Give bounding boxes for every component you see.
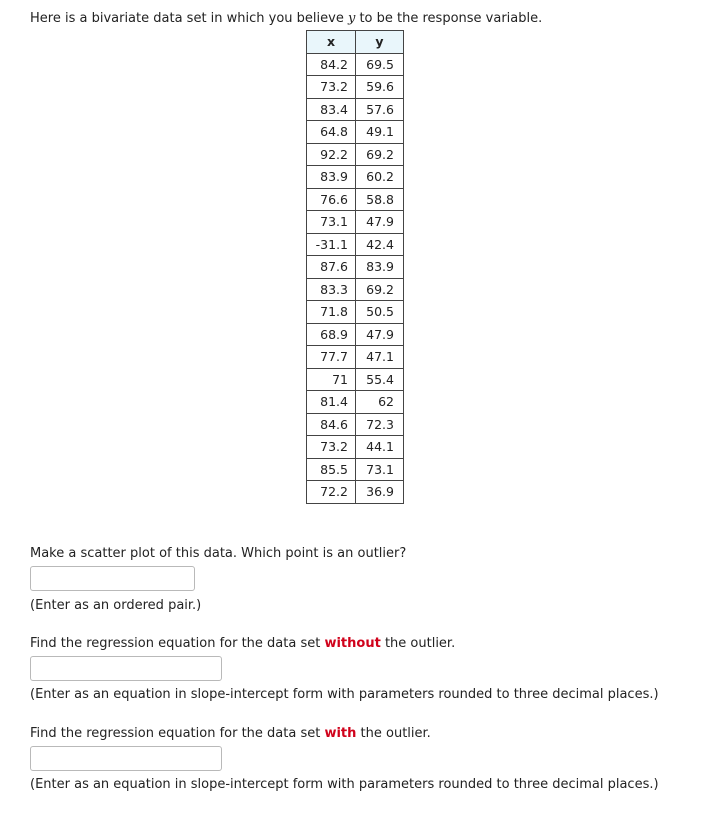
intro-text-before: Here is a bivariate data set in which you believe <box>30 11 348 26</box>
regression-with-hint: (Enter as an equation in slope-intercept form with parameters rounded to three decimal places.) <box>30 777 659 792</box>
table-row <box>307 436 404 459</box>
y-value-cell: 42.4 <box>356 233 404 256</box>
q2-text-before: Find the regression equation for the data set <box>30 636 325 651</box>
y-value-cell: 49.1 <box>356 121 404 144</box>
x-value-cell: 72.2 <box>307 481 356 504</box>
table-row <box>307 188 404 211</box>
table-body <box>307 53 404 503</box>
q2-emphasis: without <box>324 636 381 651</box>
table-row <box>307 76 404 99</box>
x-value-cell: 73.1 <box>307 211 356 234</box>
table-row <box>307 121 404 144</box>
table-row <box>307 481 404 504</box>
y-value-cell: 60.2 <box>356 166 404 189</box>
table-row <box>307 323 404 346</box>
q3-emphasis: with <box>324 726 357 741</box>
table-row <box>307 143 404 166</box>
y-value-cell: 36.9 <box>356 481 404 504</box>
x-value-cell: 81.4 <box>307 391 356 414</box>
table-header-row <box>307 31 404 54</box>
y-value-cell: 57.6 <box>356 98 404 121</box>
y-value-cell: 47.9 <box>356 323 404 346</box>
x-column-header: x <box>307 31 356 54</box>
question-outlier: Make a scatter plot of this data. Which point is an outlier? <box>30 546 407 561</box>
x-value-cell: 77.7 <box>307 346 356 369</box>
y-value-cell: 58.8 <box>356 188 404 211</box>
q3-text-before: Find the regression equation for the data set <box>30 726 325 741</box>
y-value-cell: 83.9 <box>356 256 404 279</box>
y-column-header: y <box>356 31 404 54</box>
x-value-cell: 84.2 <box>307 53 356 76</box>
response-variable: y <box>347 11 356 26</box>
problem-intro <box>30 11 542 26</box>
x-value-cell: 68.9 <box>307 323 356 346</box>
y-value-cell: 44.1 <box>356 436 404 459</box>
table-row <box>307 98 404 121</box>
x-value-cell: 87.6 <box>307 256 356 279</box>
y-value-cell: 59.6 <box>356 76 404 99</box>
x-value-cell: 73.2 <box>307 76 356 99</box>
x-value-cell: 76.6 <box>307 188 356 211</box>
y-value-cell: 69.5 <box>356 53 404 76</box>
question-regression-without <box>30 636 455 651</box>
table-row <box>307 256 404 279</box>
data-table <box>306 30 404 504</box>
y-value-cell: 47.1 <box>356 346 404 369</box>
table-row <box>307 166 404 189</box>
y-value-cell: 69.2 <box>356 278 404 301</box>
table-row <box>307 278 404 301</box>
table-row <box>307 346 404 369</box>
x-value-cell: 83.3 <box>307 278 356 301</box>
x-value-cell: 84.6 <box>307 413 356 436</box>
y-value-cell: 69.2 <box>356 143 404 166</box>
table-row <box>307 458 404 481</box>
y-value-cell: 73.1 <box>356 458 404 481</box>
x-value-cell: -31.1 <box>307 233 356 256</box>
table-row <box>307 368 404 391</box>
outlier-hint: (Enter as an ordered pair.) <box>30 598 202 613</box>
x-value-cell: 73.2 <box>307 436 356 459</box>
table-row <box>307 391 404 414</box>
x-value-cell: 85.5 <box>307 458 356 481</box>
y-value-cell: 62 <box>356 391 404 414</box>
regression-without-hint: (Enter as an equation in slope-intercept form with parameters rounded to three decimal places.) <box>30 687 659 702</box>
x-value-cell: 71 <box>307 368 356 391</box>
regression-without-input[interactable] <box>30 656 222 681</box>
x-value-cell: 83.9 <box>307 166 356 189</box>
table-row <box>307 413 404 436</box>
regression-with-input[interactable] <box>30 746 222 771</box>
intro-text-after: to be the response variable. <box>355 11 543 26</box>
x-value-cell: 71.8 <box>307 301 356 324</box>
y-value-cell: 72.3 <box>356 413 404 436</box>
outlier-answer-input[interactable] <box>30 566 195 591</box>
table-row <box>307 53 404 76</box>
table-row <box>307 301 404 324</box>
y-value-cell: 47.9 <box>356 211 404 234</box>
q2-text-after: the outlier. <box>380 636 456 651</box>
question-regression-with <box>30 726 431 741</box>
table-row <box>307 233 404 256</box>
y-value-cell: 50.5 <box>356 301 404 324</box>
x-value-cell: 83.4 <box>307 98 356 121</box>
x-value-cell: 64.8 <box>307 121 356 144</box>
table-row <box>307 211 404 234</box>
q3-text-after: the outlier. <box>356 726 431 741</box>
y-value-cell: 55.4 <box>356 368 404 391</box>
x-value-cell: 92.2 <box>307 143 356 166</box>
